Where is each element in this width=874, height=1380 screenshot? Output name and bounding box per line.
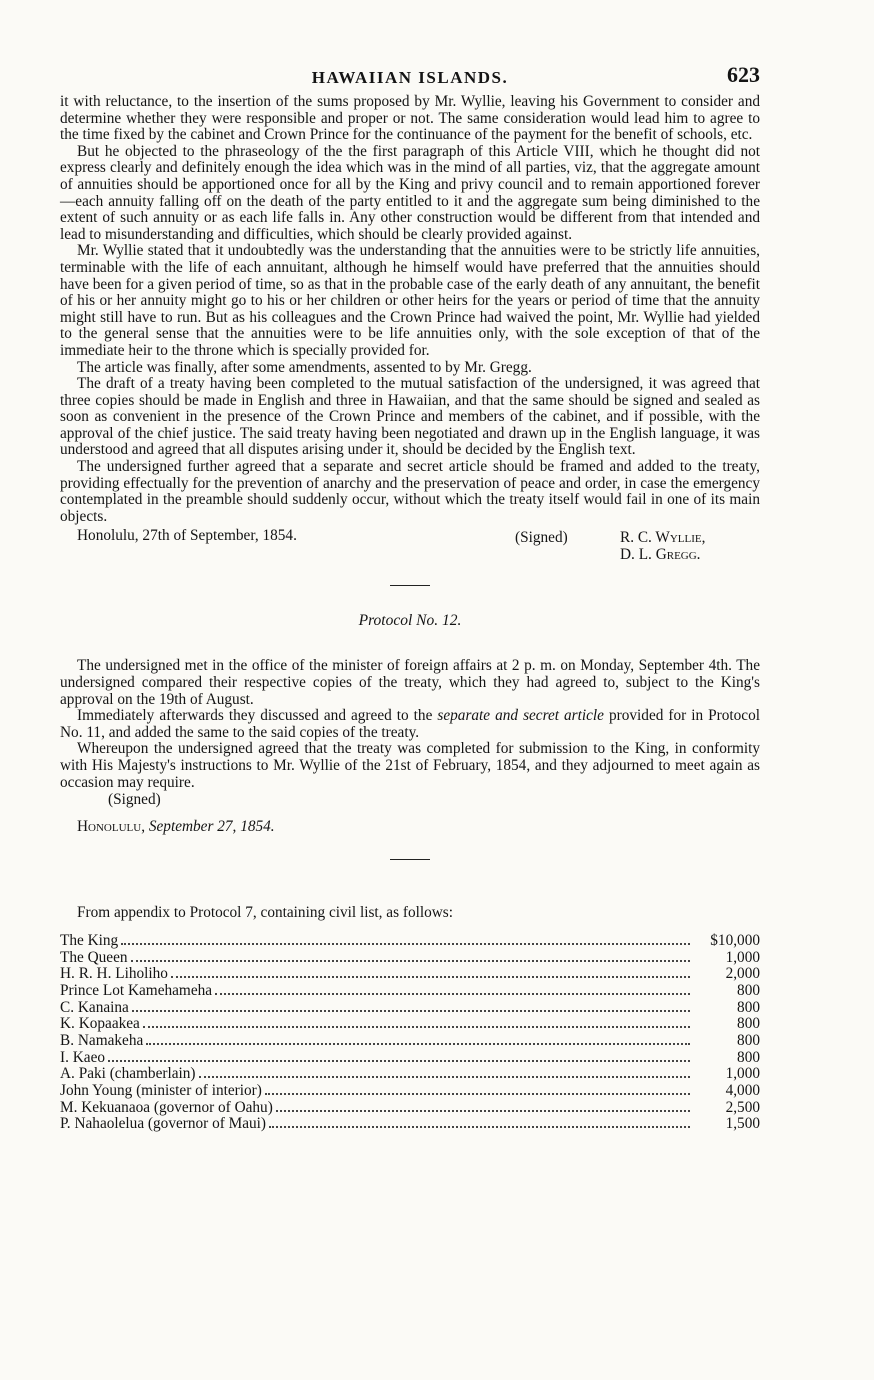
dot-leader bbox=[132, 1010, 690, 1012]
paragraph: But he objected to the phraseology of the the first paragraph of this Article VIII, which he thought did not express clearly and definitely enough the idea which was in the mind of all parties, viz, that the aggregate amount of annuities should be apportioned once for all by the King and privy council and to remain apportioned forever—each annuity falling off on the death of the party entitled to it and the aggregate sum being diminished to the extent of such annuity or as each life falls in. Any other construction would be different from that intended and lead to misunderstanding and difficulties, which should be clearly provided against. bbox=[60, 142, 760, 243]
paragraph-text: Immediately afterwards they discussed and agreed to the bbox=[77, 707, 438, 725]
dot-leader bbox=[215, 993, 690, 995]
italic-phrase: separate and secret article bbox=[437, 707, 604, 725]
civil-list-name: The Queen bbox=[60, 948, 128, 966]
dot-leader bbox=[269, 1126, 690, 1128]
dot-leader bbox=[146, 1043, 690, 1045]
civil-list-amount: 800 bbox=[737, 981, 760, 999]
civil-list-name: I. Kaeo bbox=[60, 1048, 106, 1066]
civil-list-intro: From appendix to Protocol 7, containing civil list, as follows: bbox=[77, 904, 454, 922]
civil-list-row bbox=[60, 1049, 760, 1066]
signatories bbox=[620, 529, 705, 563]
section-divider bbox=[390, 859, 430, 860]
civil-list-row bbox=[60, 1016, 760, 1033]
dot-leader bbox=[276, 1110, 690, 1112]
paragraph: Mr. Wyllie stated that it undoubtedly was the understanding that the annuities were to be strictly life annuities, terminable with the life of each annuitant, although he himself would have preferred that the annuities should have been for a given period of time, so as that in the probable case of the early death of any annuitant, the benefit of his or her annuity might go to his or her children or other heirs for the years or period of time that the annuity might still have to run. But as his colleagues and the Crown Prince had waived the point, Mr. Wyllie had yielded to the general sense that the annuities were to be life annuities only, with the sole exception of that of the immediate heir to the throne which is specially provided for. bbox=[60, 242, 760, 359]
signed-label: (Signed) bbox=[515, 529, 568, 547]
civil-list-row bbox=[60, 949, 760, 966]
dot-leader bbox=[143, 1026, 690, 1028]
paragraph: The draft of a treaty having been completed to the mutual satisfaction of the undersigned, it was agreed that three copies should be made in English and three in Hawaiian, and that the same should be signed and sealed as soon as convenient in the presence of the Crown Prince and members of the cabinet, and if possible, with the approval of the chief justice. The said treaty having been negotiated and drawn up in the English language, it was understood and agreed that all disputes arising under it, should be decided by the English text. bbox=[60, 375, 760, 459]
civil-list-amount: 2,000 bbox=[725, 965, 760, 983]
civil-list-row bbox=[60, 1066, 760, 1083]
civil-list bbox=[60, 932, 760, 1132]
signatory: D. L. Gregg. bbox=[620, 546, 701, 564]
date-line: Honolulu, 27th of September, 1854. bbox=[77, 527, 297, 545]
dot-leader bbox=[131, 960, 690, 962]
protocol-text bbox=[60, 658, 760, 791]
running-title: HAWAIIAN ISLANDS. bbox=[311, 68, 509, 87]
dot-leader bbox=[108, 1060, 690, 1062]
paragraph: The undersigned met in the office of the minister of foreign affairs at 2 p. m. on Monday, September 4th. The undersigned compared their respective copies of the treaty, which they had agreed to, subject to the King's approval on the 19th of August. bbox=[60, 657, 760, 708]
civil-list-amount: 4,000 bbox=[725, 1082, 760, 1100]
place-date-line bbox=[77, 818, 760, 835]
civil-list-row bbox=[60, 1116, 760, 1133]
dot-leader bbox=[199, 1076, 691, 1078]
civil-list-amount: 800 bbox=[737, 1032, 760, 1049]
paragraph: Whereupon the undersigned agreed that the treaty was completed for submission to the King, in conformity with His Majesty's instructions to Mr. Wyllie of the 21st of February, 1854, and they adjourned to meet again as occasion may require. bbox=[60, 740, 760, 791]
civil-list-row bbox=[60, 999, 760, 1016]
civil-list-name: Prince Lot Kamehameha bbox=[60, 981, 213, 999]
document-page bbox=[60, 62, 760, 1132]
civil-list-row bbox=[60, 966, 760, 983]
paragraph: The undersigned further agreed that a separate and secret article should be framed and added to the treaty, providing effectually for the prevention of anarchy and the preservation of peace and order, in case the emergency contemplated in the preamble should suddenly occur, without which the treaty itself would fail in one of its main objects. bbox=[60, 458, 760, 525]
civil-list-amount: 800 bbox=[737, 998, 760, 1016]
civil-list-name: C. Kanaina bbox=[60, 998, 129, 1016]
body-text bbox=[60, 94, 760, 525]
civil-list-row bbox=[60, 1082, 760, 1099]
paragraph bbox=[60, 708, 760, 741]
running-head bbox=[60, 62, 760, 94]
civil-list-amount: 2,500 bbox=[725, 1098, 760, 1116]
civil-list-row bbox=[60, 932, 760, 949]
civil-list-amount: 1,500 bbox=[725, 1115, 760, 1133]
civil-list-name: B. Namakeha bbox=[60, 1032, 144, 1049]
signed-label: (Signed) bbox=[108, 791, 161, 809]
dot-leader bbox=[121, 943, 690, 945]
civil-list-row bbox=[60, 1032, 760, 1049]
section-divider bbox=[390, 585, 430, 586]
paragraph: it with reluctance, to the insertion of the sums proposed by Mr. Wyllie, leaving his Government to consider and determine whether they were responsible and proper or not. The same consideration would lead him to agree to the time fixed by the cabinet and Crown Prince for the continuance of the payment for the benefit of schools, etc. bbox=[60, 93, 760, 144]
paragraph: The article was finally, after some amendments, assented to by Mr. Gregg. bbox=[77, 358, 532, 376]
civil-list-name: K. Kopaakea bbox=[60, 1015, 140, 1033]
civil-list-amount: 1,000 bbox=[725, 948, 760, 966]
dot-leader bbox=[265, 1093, 690, 1095]
civil-list-amount: 800 bbox=[737, 1048, 760, 1066]
civil-list-row bbox=[60, 982, 760, 999]
civil-list-amount: 1,000 bbox=[725, 1065, 760, 1083]
civil-list-name: The King bbox=[60, 931, 119, 949]
place: Honolulu, bbox=[77, 818, 146, 836]
civil-list-name: M. Kekuanaoa (governor of Oahu) bbox=[60, 1098, 273, 1116]
dot-leader bbox=[171, 976, 690, 978]
page-number: 623 bbox=[727, 62, 760, 87]
civil-list-amount: $10,000 bbox=[710, 931, 760, 949]
civil-list-name: John Young (minister of interior) bbox=[60, 1082, 262, 1100]
civil-list-name: H. R. H. Liholiho bbox=[60, 965, 168, 983]
paragraph-text: provided for in Protocol No. 11, and added the same to the said copies of the treaty. bbox=[60, 707, 760, 741]
civil-list-name: P. Nahaolelua (governor of Maui) bbox=[60, 1115, 267, 1133]
signature-block bbox=[60, 527, 760, 579]
civil-list-row bbox=[60, 1099, 760, 1116]
date: September 27, 1854. bbox=[148, 818, 275, 836]
civil-list-name: A. Paki (chamberlain) bbox=[60, 1065, 196, 1083]
civil-list-amount: 800 bbox=[737, 1015, 760, 1033]
signatory: R. C. Wyllie, bbox=[620, 529, 706, 547]
protocol-title: Protocol No. 12. bbox=[358, 612, 462, 630]
